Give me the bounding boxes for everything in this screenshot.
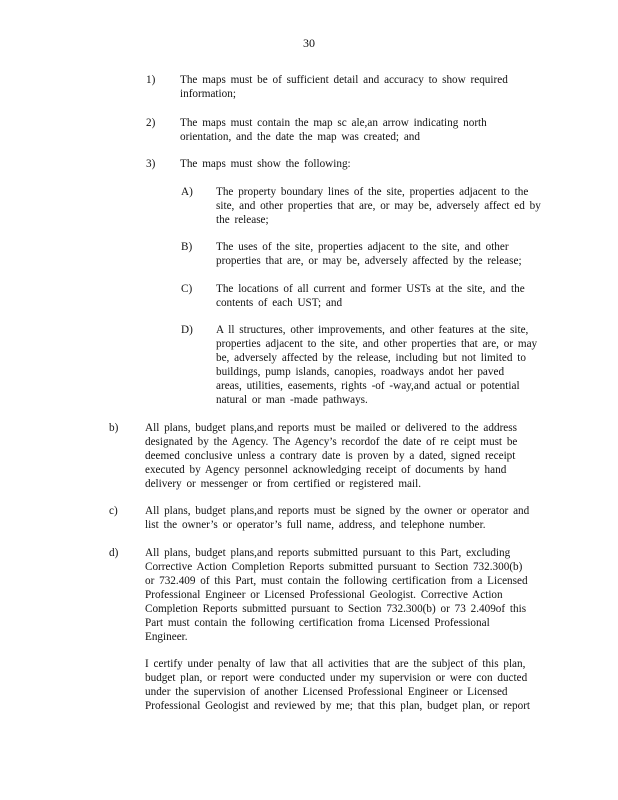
text-line: The property boundary lines of the site, properties adjacent to the (216, 186, 529, 198)
text-line: The uses of the site, properties adjacent to the site, and other (216, 241, 509, 253)
text-line: information; (180, 88, 236, 100)
text-line: be, adversely affected by the release, including but not limited to (216, 352, 526, 364)
text-line: The maps must show the following: (180, 158, 351, 170)
item-text (216, 323, 546, 407)
text-line: site, and other properties that are, or may be, adversely affect ed by (216, 200, 541, 212)
text-line: executed by Agency personnel acknowledging receipt of documents by hand (145, 464, 507, 476)
paragraph-text (145, 504, 535, 532)
text-line: buildings, pump islands, canopies, roadways andot her paved (216, 366, 505, 378)
page-number: 30 (303, 36, 315, 50)
text-line: Part must contain the following certification froma Licensed Professional (145, 617, 490, 629)
text-line: contents of each UST; and (216, 297, 343, 309)
item-marker: 3) (146, 158, 156, 170)
text-line: list the owner’s or operator’s full name, address, and telephone number. (145, 519, 486, 531)
item-marker: C) (181, 283, 193, 295)
text-line: under the supervision of another Licensed Professional Engineer or Licensed (145, 686, 508, 698)
text-line: properties that are, or may be, adversely affected by the release; (216, 255, 522, 267)
text-line: The maps must contain the map sc ale,an arrow indicating north (180, 117, 487, 129)
text-line: budget plan, or report were conducted under my supervision or were con ducted (145, 672, 528, 684)
paragraph-marker: b) (109, 422, 119, 434)
text-line: Corrective Action Completion Reports submitted pursuant to Section 732.300(b) (145, 561, 523, 573)
text-line: natural or man -made pathways. (216, 394, 368, 406)
text-line: All plans, budget plans,and reports must be signed by the owner or operator and (145, 505, 530, 517)
text-line: The maps must be of sufficient detail and accuracy to show required (180, 74, 508, 86)
item-marker: 1) (146, 74, 156, 86)
item-marker: B) (181, 241, 193, 253)
item-marker: D) (181, 324, 193, 336)
paragraph-text (145, 421, 535, 491)
text-line: I certify under penalty of law that all activities that are the subject of this plan, (145, 658, 526, 670)
text-line: deemed conclusive unless a contrary date is proven by a dated, signed receipt (145, 450, 516, 462)
item-text (180, 73, 530, 101)
text-line: or 732.409 of this Part, must contain the following certification from a Licensed (145, 575, 528, 587)
item-marker: 2) (146, 117, 156, 129)
item-text (180, 116, 530, 144)
item-marker: A) (181, 186, 193, 198)
paragraph-text (145, 546, 535, 644)
paragraph-marker: d) (109, 547, 119, 559)
text-line: orientation, and the date the map was created; and (180, 131, 420, 143)
text-line: areas, utilities, easements, rights -of -way,and actual or potential (216, 380, 520, 392)
text-line: Professional Geologist and reviewed by me; that this plan, budget plan, or report (145, 700, 531, 712)
text-line: the release; (216, 214, 269, 226)
text-line: delivery or messenger or from certified or registered mail. (145, 478, 422, 490)
text-line: Professional Engineer or Licensed Professional Geologist. Corrective Action (145, 589, 503, 601)
item-text (216, 282, 546, 310)
item-text (216, 185, 546, 227)
text-line: Engineer. (145, 631, 188, 643)
text-line: properties adjacent to the site, and other properties that are, or may (216, 338, 538, 350)
certification-text (145, 657, 535, 713)
text-line: Completion Reports submitted pursuant to Section 732.300(b) or 73 2.409of this (145, 603, 527, 615)
item-text (216, 240, 546, 268)
text-line: designated by the Agency. The Agency’s recordof the date of re ceipt must be (145, 436, 518, 448)
item-text (180, 157, 530, 171)
paragraph-marker: c) (109, 505, 118, 517)
text-line: A ll structures, other improvements, and other features at the site, (216, 324, 529, 336)
text-line: The locations of all current and former USTs at the site, and the (216, 283, 525, 295)
text-line: All plans, budget plans,and reports submitted pursuant to this Part, excluding (145, 547, 511, 559)
text-line: All plans, budget plans,and reports must be mailed or delivered to the address (145, 422, 517, 434)
